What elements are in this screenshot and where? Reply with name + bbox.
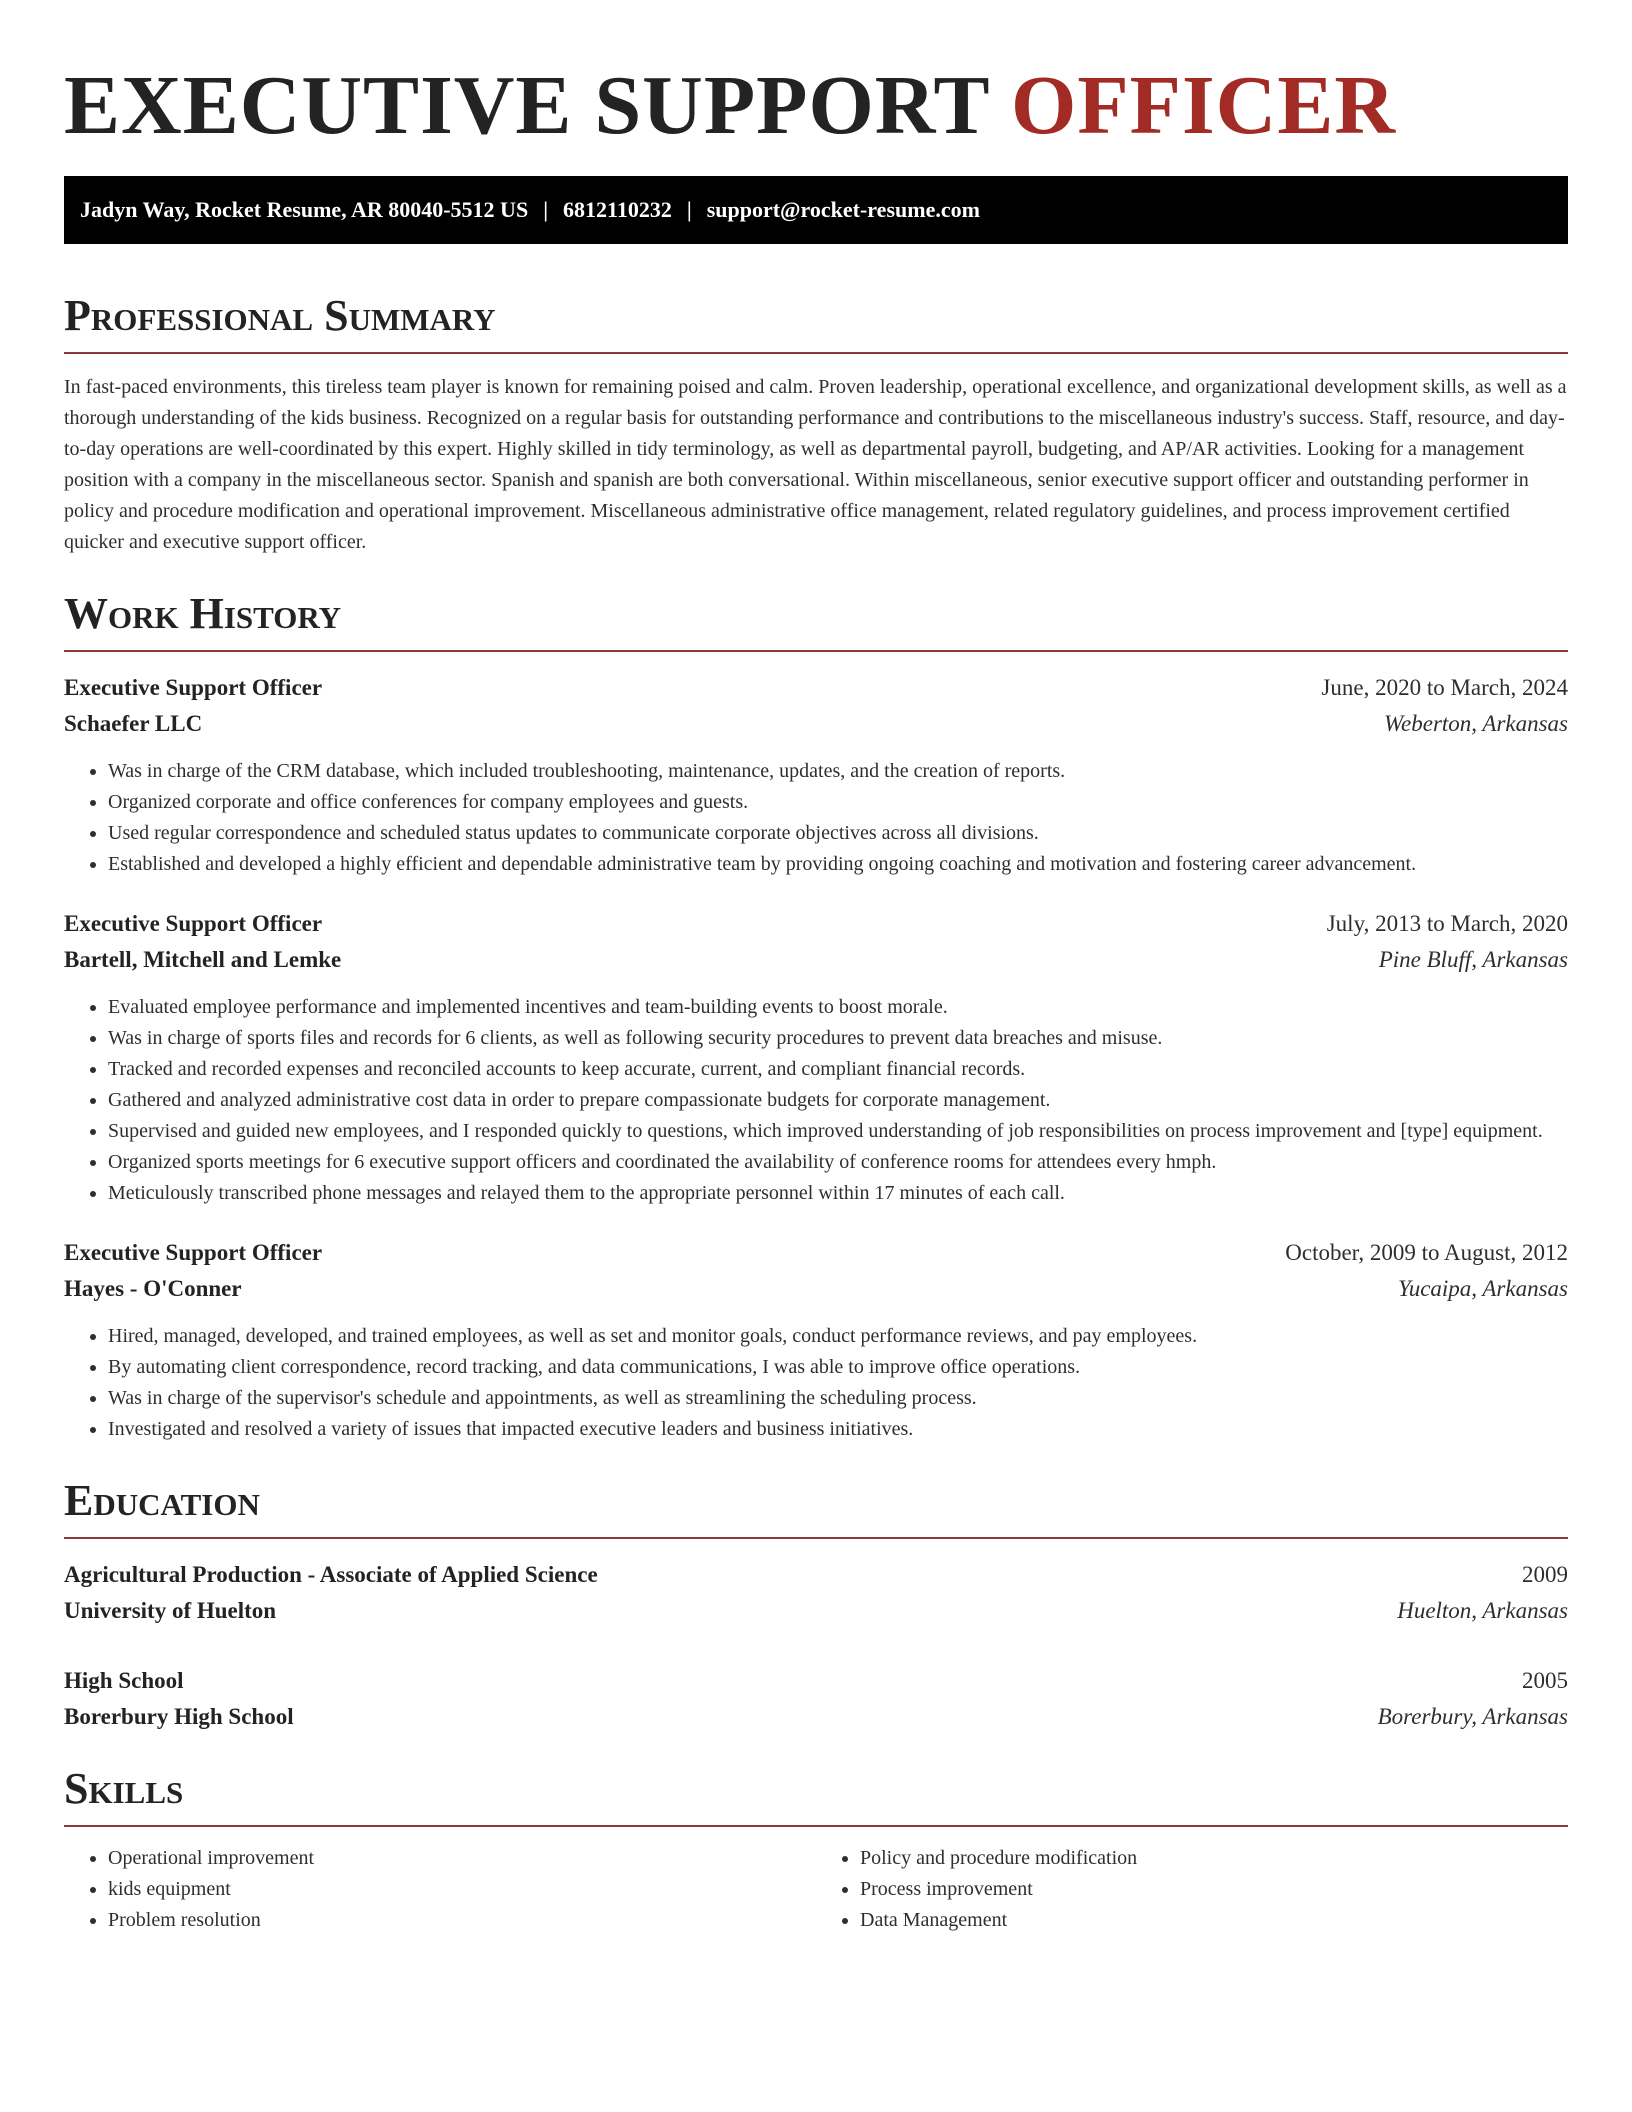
job-bullet: • Gathered and analyzed administrative cost data in order to prepare compassionate budgets for corporate management. [108,1085,1568,1116]
resume-name-heading [64,56,1568,156]
job-company: Bartell, Mitchell and Lemke [64,947,342,972]
job-entry [64,670,1568,880]
contact-separator: | [686,197,692,222]
skills-column-right [816,1843,1568,1936]
job-dates: October, 2009 to August, 2012 [1285,1240,1568,1265]
job-company-row [64,706,1568,742]
job-header-row [64,670,1568,706]
skills-section [64,1761,1568,1936]
education-school-row [64,1593,1568,1629]
skills-title: Skills [64,1761,1568,1827]
job-bullet: • Was in charge of sports files and records for 6 clients, as well as following security procedures to prevent data breaches and misuse. [108,1023,1568,1054]
skill-item: • Policy and procedure modification [860,1843,1568,1874]
job-role: Executive Support Officer [64,675,323,700]
skill-item: • Problem resolution [108,1905,816,1936]
job-location: Weberton, Arkansas [1384,711,1568,736]
job-bullet: • Investigated and resolved a variety of issues that impacted executive leaders and business initiatives. [108,1414,1568,1445]
job-company-row [64,942,1568,978]
job-dates: July, 2013 to March, 2020 [1326,911,1568,936]
job-role: Executive Support Officer [64,911,323,936]
job-bullets [64,992,1568,1209]
summary-section [64,288,1568,558]
education-degree-row [64,1663,1568,1699]
job-header-row [64,906,1568,942]
job-bullet: • Organized sports meetings for 6 executive support officers and coordinated the availability of conference rooms for attendees every hmph. [108,1147,1568,1178]
skill-item: • Process improvement [860,1874,1568,1905]
skill-item: • Data Management [860,1905,1568,1936]
job-bullet: • Used regular correspondence and scheduled status updates to communicate corporate objectives across all divisions. [108,818,1568,849]
job-bullet: • Meticulously transcribed phone messages and relayed them to the appropriate personnel within 17 minutes of each call. [108,1178,1568,1209]
education-entry [64,1663,1568,1735]
education-location: Huelton, Arkansas [1397,1598,1568,1623]
skill-item: • kids equipment [108,1874,816,1905]
work-history-section [64,586,1568,1445]
skills-column-left [64,1843,816,1936]
job-bullet: • Evaluated employee performance and implemented incentives and team-building events to boost morale. [108,992,1568,1023]
job-bullet: • Hired, managed, developed, and trained employees, as well as set and monitor goals, conduct performance reviews, and pay employees. [108,1321,1568,1352]
job-bullet: • Tracked and recorded expenses and reconciled accounts to keep accurate, current, and compliant financial records. [108,1054,1568,1085]
job-company: Hayes - O'Conner [64,1276,242,1301]
job-header-row [64,1235,1568,1271]
job-entry [64,1235,1568,1445]
education-degree: High School [64,1668,184,1693]
job-company-row [64,1271,1568,1307]
contact-separator: | [543,197,549,222]
name-accent: OFFICER [1011,59,1397,152]
skill-item: • Operational improvement [108,1843,816,1874]
education-school: University of Huelton [64,1598,277,1623]
contact-phone: 6812110232 [563,197,672,222]
education-title: Education [64,1473,1568,1539]
skills-grid [64,1843,1568,1936]
name-main: EXECUTIVE SUPPORT [64,59,990,152]
job-bullet: • Established and developed a highly efficient and dependable administrative team by providing ongoing coaching and motivation and fostering career advancement. [108,849,1568,880]
job-location: Yucaipa, Arkansas [1398,1276,1568,1301]
job-dates: June, 2020 to March, 2024 [1321,675,1568,700]
job-company: Schaefer LLC [64,711,203,736]
job-bullet: • By automating client correspondence, record tracking, and data communications, I was able to improve office operations. [108,1352,1568,1383]
summary-title: Professional Summary [64,288,1568,354]
work-history-title: Work History [64,586,1568,652]
education-year: 2009 [1522,1562,1568,1587]
contact-email: support@rocket-resume.com [706,197,980,222]
job-bullet: • Was in charge of the supervisor's schedule and appointments, as well as streamlining the scheduling process. [108,1383,1568,1414]
education-year: 2005 [1522,1668,1568,1693]
summary-text: In fast-paced environments, this tireless team player is known for remaining poised and calm. Proven leadership, operational excellence, and organizational development skills, as well as a thorough understanding of the kids business. Recognized on a regular basis for outstanding performance and contributions to the miscellaneous industry's success. Staff, resource, and day-to-day operations are well-coordinated by this expert. Highly skilled in tidy terminology, as well as departmental payroll, budgeting, and AP/AR activities. Looking for a management position with a company in the miscellaneous sector. Spanish and spanish are both conversational. Within miscellaneous, senior executive support officer and outstanding performer in policy and procedure modification and operational improvement. Miscellaneous administrative office management, related regulatory guidelines, and process improvement certified quicker and executive support officer. [64,376,1567,553]
education-school-row [64,1699,1568,1735]
education-degree-row [64,1557,1568,1593]
job-bullets [64,1321,1568,1445]
education-school: Borerbury High School [64,1704,294,1729]
job-entry [64,906,1568,1209]
education-entry [64,1557,1568,1629]
job-location: Pine Bluff, Arkansas [1378,947,1568,972]
job-bullets [64,756,1568,880]
job-bullet: • Organized corporate and office conferences for company employees and guests. [108,787,1568,818]
education-location: Borerbury, Arkansas [1377,1704,1568,1729]
job-bullet: • Was in charge of the CRM database, which included troubleshooting, maintenance, updates, and the creation of reports. [108,756,1568,787]
education-degree: Agricultural Production - Associate of Applied Science [64,1562,598,1587]
contact-bar [64,176,1568,244]
contact-address: Jadyn Way, Rocket Resume, AR 80040-5512 US [80,197,529,222]
job-role: Executive Support Officer [64,1240,323,1265]
education-section [64,1473,1568,1735]
job-bullet: • Supervised and guided new employees, and I responded quickly to questions, which improved understanding of job responsibilities on process improvement and [type] equipment. [108,1116,1568,1147]
